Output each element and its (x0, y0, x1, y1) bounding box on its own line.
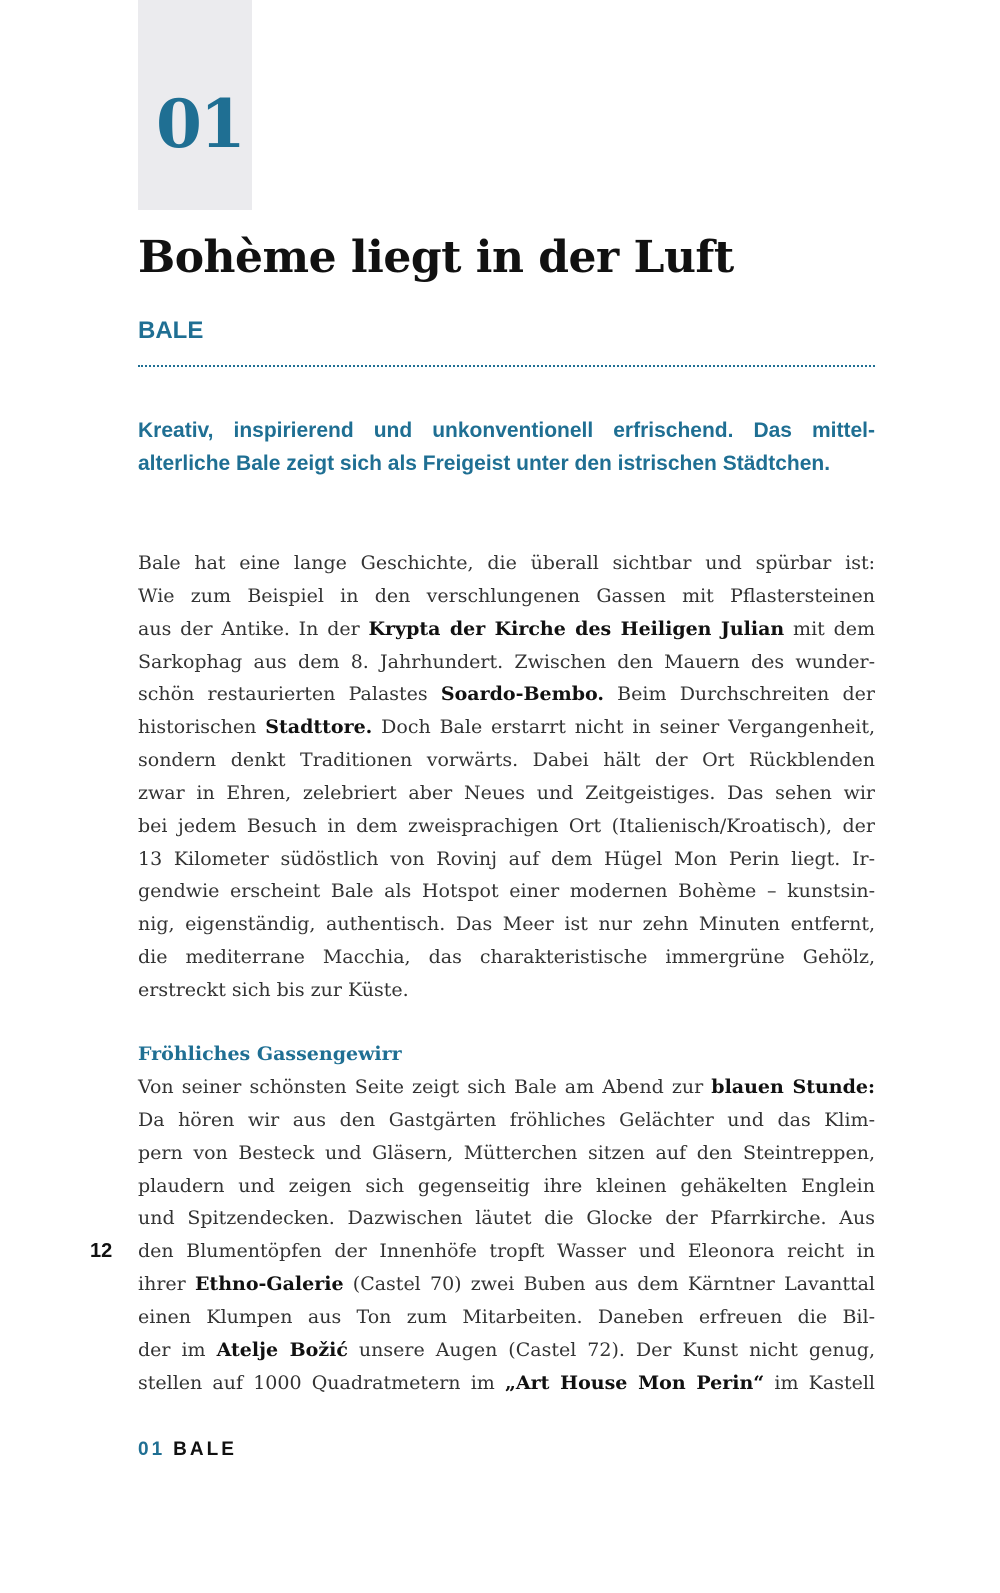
text-line: ihrer Ethno-Galerie (Castel 70) zwei Buben aus dem Kärntner Lavanttal (138, 1273, 876, 1296)
text-line: gendwie erscheint Bale als Hotspot einer modernen Bohème – kunstsin- (138, 880, 875, 903)
text-line: den Blumentöpfen der Innenhöfe tropft Wasser und Eleonora reicht in (138, 1240, 875, 1263)
lead-line: alterliche Bale zeigt sich als Freigeist unter den istrischen Städtchen. (138, 452, 831, 475)
chapter-number-box (138, 0, 252, 210)
text-line: plaudern und zeigen sich gegenseitig ihre kleinen gehäkelten Englein (138, 1174, 875, 1197)
text-line: die mediterrane Macchia, das charakteristische immergrüne Gehölz, (138, 946, 875, 969)
text-line: Wie zum Beispiel in den verschlungenen Gassen mit Pflastersteinen (138, 584, 875, 607)
text-line: der im Atelje Božić unsere Augen (Castel 72). Der Kunst nicht genug, (138, 1338, 875, 1361)
chapter-title: Bohème liegt in der Luft (138, 232, 734, 283)
highlight-soardo-bembo: Soardo-Bembo. (440, 683, 604, 706)
text-line: Bale hat eine lange Geschichte, die überall sichtbar und spürbar ist: (138, 552, 875, 574)
text-line: Von seiner schönsten Seite zeigt sich Bale am Abend zur blauen Stunde: (138, 1076, 875, 1098)
text-line: pern von Besteck und Gläsern, Mütterchen sitzen auf den Steintreppen, (138, 1141, 875, 1164)
dotted-divider (138, 365, 875, 367)
running-footer (138, 1436, 237, 1464)
text-line: stellen auf 1000 Quadratmetern im „Art House Mon Perin“ im Kastell (138, 1371, 875, 1394)
text-line: schön restaurierten Palastes Soardo-Bembo. Beim Durchschreiten der (138, 683, 875, 706)
place-label: BALE (138, 317, 204, 344)
text-line: aus der Antike. In der Krypta der Kirche des Heiligen Julian mit dem (138, 617, 876, 640)
text-line: und Spitzendecken. Dazwischen läutet die Glocke der Pfarrkirche. Aus (138, 1207, 875, 1230)
text-line: bei jedem Besuch in dem zweisprachigen Ort (Italienisch/Kroatisch), der (138, 814, 875, 837)
footer-number: 01 (138, 1439, 166, 1460)
text-line: einen Klumpen aus Ton zum Mitarbeiten. Daneben erfreuen die Bil- (138, 1305, 875, 1328)
highlight-stadttore: Stadttore. (265, 716, 373, 739)
text-line: sondern denkt Traditionen vorwärts. Dabei hält der Ort Rückblenden (138, 749, 875, 772)
highlight-blaue-stunde: blauen Stunde: (711, 1076, 875, 1098)
text-line: nig, eigenständig, authentisch. Das Meer ist nur zehn Minuten entfernt, (138, 913, 875, 936)
text-line: historischen Stadttore. Doch Bale erstarrt nicht in seiner Vergangenheit, (138, 716, 875, 739)
lead-paragraph (138, 414, 875, 480)
lead-line: Kreativ, inspirierend und unkonventionell erfrischend. Das mittel- (138, 419, 875, 442)
footer-label: BALE (173, 1439, 237, 1460)
text-line: Sarkophag aus dem 8. Jahrhundert. Zwischen den Mauern des wunder- (138, 650, 875, 673)
text-line: zwar in Ehren, zelebriert aber Neues und Zeitgeistiges. Das sehen wir (138, 781, 875, 804)
highlight-ethno-galerie: Ethno-Galerie (194, 1273, 344, 1296)
page-number: 12 (90, 1240, 113, 1262)
body-paragraph (138, 1071, 875, 1399)
text-line: 13 Kilometer südöstlich von Rovinj auf dem Hügel Mon Perin liegt. Ir- (138, 847, 875, 870)
highlight-krypta: Krypta der Kirche des Heiligen Julian (368, 617, 785, 640)
chapter-number: 01 (156, 85, 244, 163)
body-paragraph (138, 547, 875, 1007)
highlight-art-house: „Art House Mon Perin“ (504, 1371, 765, 1394)
section-heading: Fröhliches Gassengewirr (138, 1043, 402, 1065)
text-line: Da hören wir aus den Gastgärten fröhliches Gelächter und das Klim- (138, 1108, 875, 1131)
text-line: erstreckt sich bis zur Küste. (138, 978, 409, 1001)
highlight-atelje-bozic: Atelje Božić (216, 1338, 348, 1361)
